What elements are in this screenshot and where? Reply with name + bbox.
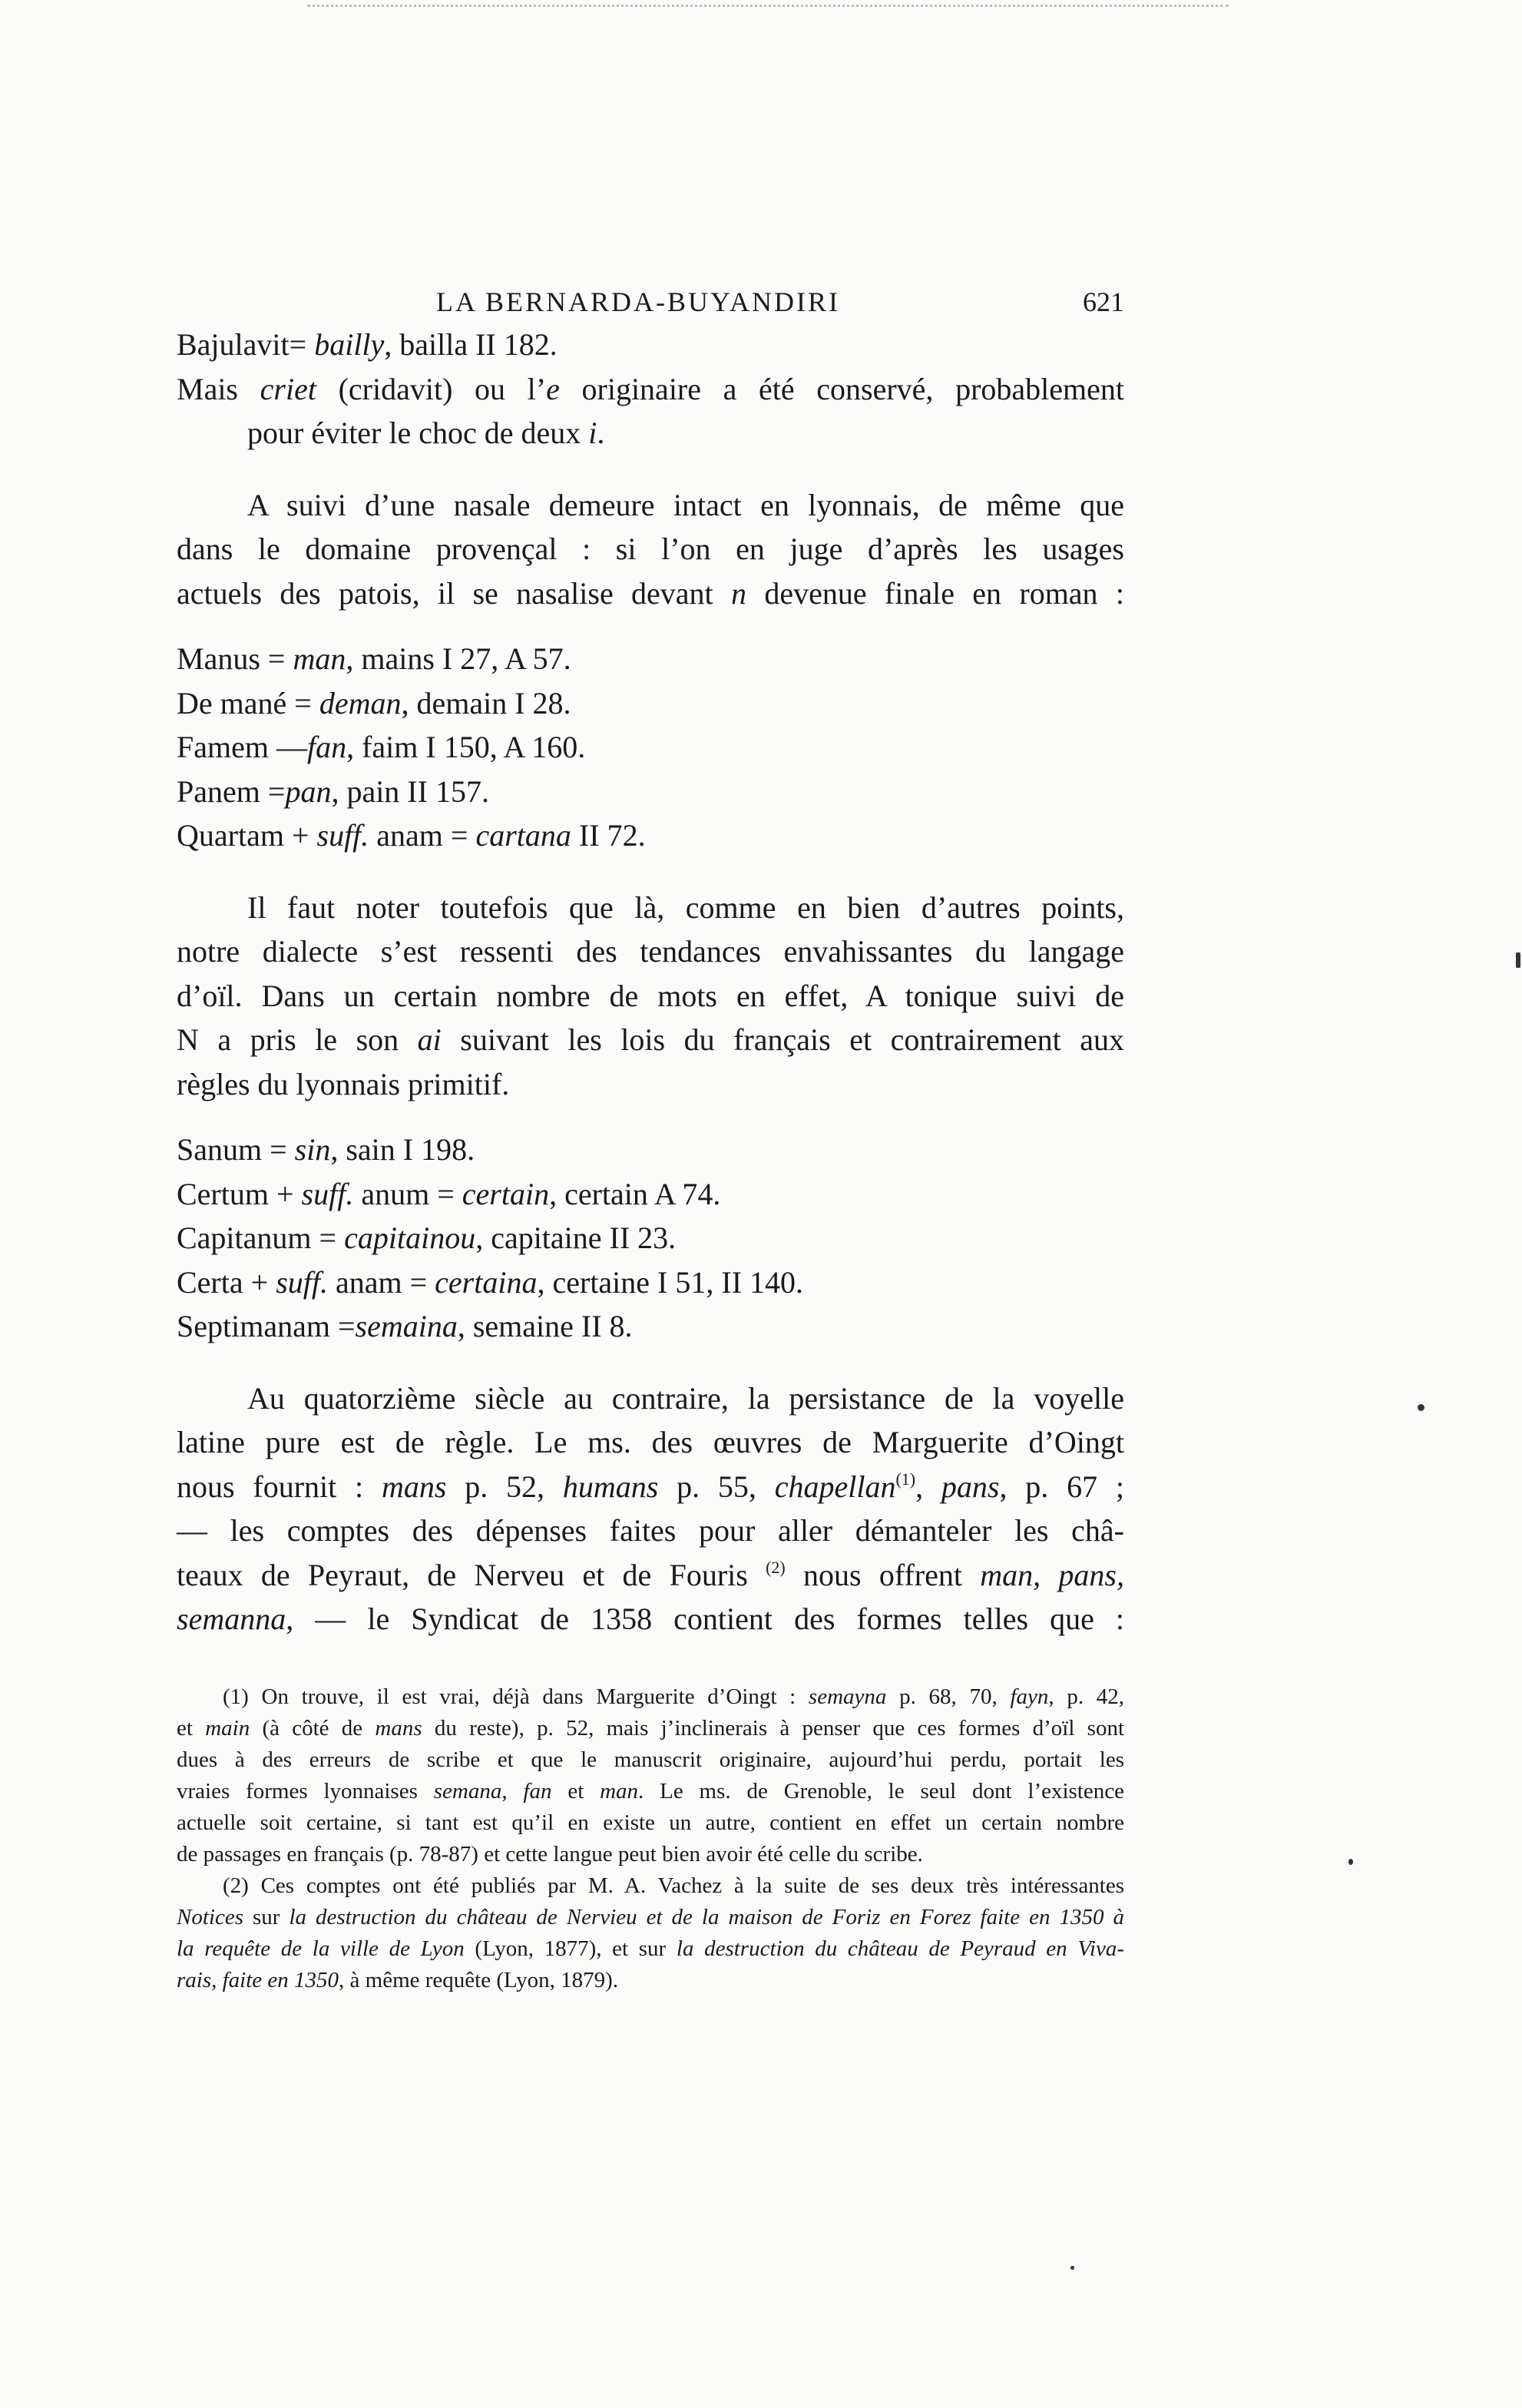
- list-item: [177, 1128, 1124, 1172]
- text-run: , — le Syndicat de 1358 contient des formes telles que :: [286, 1601, 1124, 1636]
- list-item: [177, 1172, 1124, 1217]
- text-run: , bailla II 182.: [384, 327, 558, 362]
- text-line: [177, 367, 1124, 412]
- italic-word: fan: [523, 1778, 552, 1804]
- italic-word: n: [731, 575, 746, 611]
- body-text: [177, 323, 1124, 1641]
- text-run: originaire a été conservé, probablement: [559, 371, 1124, 406]
- footnote-line: [177, 1965, 1124, 1996]
- text-run: N a pris le son: [177, 1022, 418, 1057]
- text-run: et: [551, 1778, 601, 1804]
- top-scan-edge: [307, 5, 1229, 7]
- text-run: , certain A 74.: [549, 1176, 721, 1211]
- footnote-line: [177, 1902, 1124, 1933]
- scan-speck: [1418, 1404, 1424, 1411]
- text-run: , semaine II 8.: [457, 1309, 633, 1343]
- text-run: teaux de Peyraut, de Nerveu et de Fouris: [177, 1557, 766, 1592]
- list-item: [177, 770, 1124, 814]
- text-run: (à côté de: [250, 1715, 376, 1741]
- text-run: sur: [243, 1904, 290, 1929]
- text-run: suivant les lois du français et contrairement aux: [441, 1022, 1124, 1057]
- text-run: Mais: [177, 371, 260, 406]
- text-line: — les comptes des dépenses faites pour aller démanteler les châ-: [177, 1513, 1124, 1548]
- italic-word: semanna: [177, 1601, 286, 1636]
- text-run: nous offrent: [785, 1557, 981, 1592]
- text-run: , à même requête (Lyon, 1879).: [339, 1967, 619, 1992]
- text-run: actuels des patois, il se nasalise devant: [177, 575, 731, 611]
- italic-word: pans: [941, 1469, 1000, 1504]
- scan-speck: [1070, 2266, 1074, 2270]
- text-run: (Lyon, 1877), et sur: [464, 1936, 677, 1961]
- text-run: . Le ms. de Grenoble, le seul dont l’existence: [638, 1778, 1124, 1804]
- italic-word: la destruction du château de Peyraud en Viva-: [676, 1936, 1124, 1961]
- list-item: [177, 1260, 1124, 1305]
- text-run: ,: [501, 1778, 524, 1804]
- text-run: ,: [915, 1469, 941, 1504]
- text-line: latine pure est de règle. Le ms. des œuvres de Marguerite d’Oingt: [177, 1425, 1124, 1459]
- text-line: notre dialecte s’est ressenti des tendances envahissantes du langage: [177, 934, 1124, 969]
- italic-word: ai: [417, 1022, 442, 1057]
- text-run: anam =: [327, 1264, 435, 1300]
- italic-word: mans: [375, 1715, 422, 1741]
- italic-word: suff.: [276, 1264, 328, 1300]
- italic-word: fan: [306, 730, 347, 764]
- text-run: Sanum =: [177, 1132, 295, 1167]
- text-run: (1) On trouve, il est vrai, déjà dans Marguerite d’Oingt :: [223, 1684, 809, 1709]
- italic-word: fayn: [1010, 1684, 1049, 1709]
- text-run: anam =: [369, 818, 476, 853]
- text-run: , faim I 150, A 160.: [346, 730, 586, 764]
- italic-word: semayna: [808, 1684, 887, 1709]
- footnote-ref: (1): [895, 1469, 916, 1489]
- text-line: [177, 1018, 1124, 1062]
- footnote-2: [177, 1870, 1124, 1996]
- footnote-line: (2) Ces comptes ont été publiés par M. A. Vachez à la suite de ses deux très intéressantes: [223, 1873, 1124, 1898]
- italic-word: man: [293, 641, 346, 676]
- page-header: [177, 269, 1124, 323]
- text-run: , capitaine II 23.: [475, 1221, 677, 1255]
- text-run: p. 55,: [658, 1469, 775, 1504]
- italic-word: capitainou: [344, 1221, 476, 1255]
- text-run: pour éviter le choc de deux: [247, 416, 589, 450]
- italic-word: semana: [433, 1778, 502, 1804]
- footnotes: [177, 1681, 1124, 1996]
- text-run: , pain II 157.: [331, 773, 489, 809]
- italic-word: suff.: [316, 818, 369, 853]
- text-line: A suivi d’une nasale demeure intact en lyonnais, de même que: [247, 487, 1124, 522]
- italic-word: man, pans,: [980, 1557, 1124, 1592]
- text-run: , mains I 27, A 57.: [346, 641, 571, 676]
- italic-word: suff.: [301, 1176, 354, 1211]
- italic-word: sin: [294, 1132, 331, 1167]
- footnote-1: [177, 1681, 1124, 1870]
- footnote-line: [177, 1681, 1124, 1713]
- text-run: anum =: [353, 1176, 462, 1211]
- list-item: [177, 1304, 1124, 1349]
- italic-word: cartana: [475, 818, 571, 853]
- italic-word: la requête de la ville de Lyon: [177, 1936, 465, 1961]
- text-line: Il faut noter toutefois que là, comme en bien d’autres points,: [247, 889, 1124, 925]
- text-line: [177, 1553, 1124, 1598]
- text-run: Certum +: [177, 1176, 302, 1211]
- list-item: [177, 725, 1124, 770]
- italic-word: bailly: [314, 327, 385, 362]
- italic-word: main: [205, 1715, 250, 1741]
- book-page: [177, 269, 1124, 1996]
- text-run: devenue finale en roman :: [746, 575, 1124, 611]
- text-run: , sain I 198.: [330, 1132, 475, 1167]
- text-run: Capitanum =: [177, 1221, 345, 1255]
- italic-word: mans: [381, 1469, 447, 1504]
- italic-word: man: [600, 1778, 639, 1804]
- italic-word: e: [546, 371, 560, 406]
- text-run: II 72.: [571, 818, 646, 853]
- text-run: du reste), p. 52, mais j’inclinerais à penser que ces formes d’oïl sont: [422, 1715, 1124, 1741]
- text-line: règles du lyonnais primitif.: [177, 1066, 510, 1101]
- text-run: , demain I 28.: [401, 685, 571, 720]
- list-item: [177, 813, 1124, 858]
- text-run: p. 68, 70,: [886, 1684, 1011, 1709]
- text-run: De mané =: [177, 685, 319, 720]
- text-run: (cridavit) ou l’: [316, 371, 547, 406]
- text-line: [177, 571, 1124, 616]
- footnote-line: dues à des erreurs de scribe et que le manuscrit originaire, aujourd’hui perdu, portait les: [177, 1747, 1124, 1772]
- scan-speck: [1516, 952, 1520, 968]
- italic-word: certaina: [435, 1264, 538, 1300]
- text-run: Famem —: [177, 730, 307, 764]
- text-line: dans le domaine provençal : si l’on en juge d’après les usages: [177, 532, 1124, 566]
- text-run: , p. 42,: [1048, 1684, 1125, 1709]
- text-run: .: [597, 416, 605, 450]
- italic-word: humans: [562, 1469, 659, 1504]
- italic-word: la destruction du château de Nervieu et de la maison de Foriz en Forez faite en 1350 à: [289, 1904, 1124, 1929]
- italic-word: Notices: [177, 1904, 243, 1929]
- italic-word: semaina: [355, 1309, 458, 1343]
- italic-word: criet: [260, 371, 316, 406]
- footnote-line: [177, 1776, 1124, 1807]
- running-head: LA BERNARDA-BUYANDIRI: [436, 287, 841, 317]
- list-item: [177, 681, 1124, 726]
- text-line: [177, 323, 1124, 367]
- text-run: Panem =: [177, 773, 286, 809]
- footnote-line: [177, 1933, 1124, 1965]
- text-run: , certaine I 51, II 140.: [537, 1264, 804, 1300]
- text-run: p. 52,: [446, 1469, 563, 1504]
- list-item: [177, 1216, 1124, 1260]
- italic-word: chapellan: [774, 1469, 896, 1504]
- text-line: [177, 1597, 1124, 1641]
- text-run: Manus =: [177, 641, 293, 676]
- text-run: Bajulavit=: [177, 327, 315, 362]
- list-item: [177, 637, 1124, 681]
- text-run: Quartam +: [177, 818, 317, 853]
- footnote-line: actuelle soit certaine, si tant est qu’il en existe un autre, contient en effet un certain nombre: [177, 1810, 1124, 1835]
- text-line: [177, 1465, 1124, 1509]
- italic-word: deman: [319, 685, 402, 720]
- text-line: [177, 411, 1124, 455]
- text-run: Certa +: [177, 1264, 276, 1300]
- italic-word: i: [588, 416, 597, 450]
- footnote-ref: (2): [766, 1557, 786, 1577]
- scan-speck: [1348, 1859, 1353, 1865]
- text-run: vraies formes lyonnaises: [177, 1778, 434, 1804]
- footnote-line: de passages en français (p. 78-87) et cette langue peut bien avoir été celle du scribe.: [177, 1841, 923, 1866]
- text-run: et: [177, 1715, 206, 1741]
- text-line: Au quatorzième siècle au contraire, la persistance de la voyelle: [247, 1380, 1124, 1416]
- text-run: nous fournit :: [177, 1469, 382, 1504]
- italic-word: pan: [285, 773, 332, 809]
- page-number: 621: [1083, 287, 1124, 317]
- footnote-line: [177, 1713, 1124, 1744]
- italic-word: rais, faite en 1350: [177, 1967, 339, 1992]
- text-line: d’oïl. Dans un certain nombre de mots en effet, A tonique suivi de: [177, 978, 1124, 1013]
- text-run: , p. 67 ;: [999, 1469, 1125, 1504]
- italic-word: certain: [462, 1176, 550, 1211]
- text-run: Septimanam =: [177, 1309, 356, 1343]
